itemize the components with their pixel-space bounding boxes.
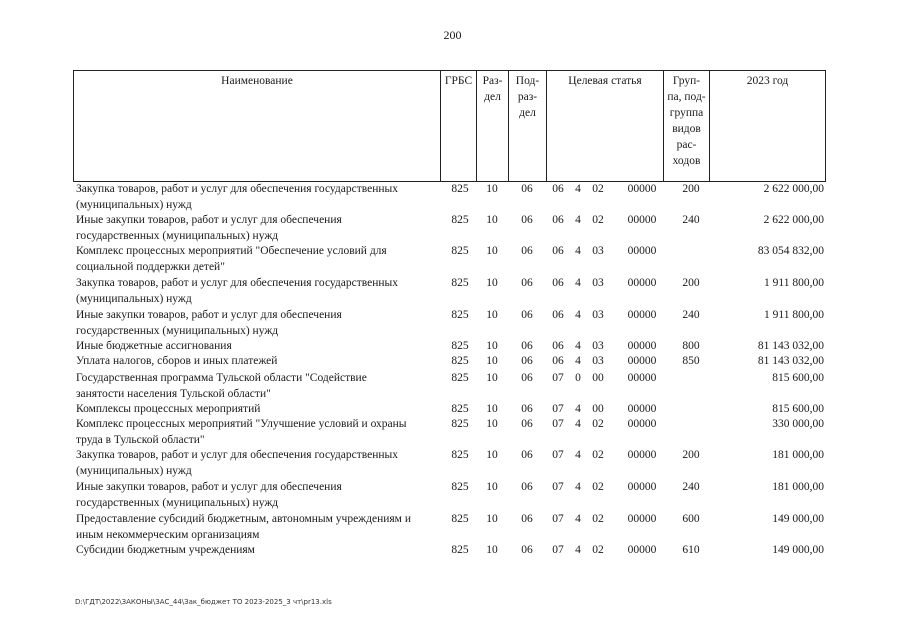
row-razd: 10 [486, 544, 498, 556]
row-name [76, 512, 438, 543]
row-grbs: 825 [451, 544, 469, 556]
row-sum: 815 600,00 [772, 403, 824, 415]
header-year: 2023 год [710, 71, 826, 182]
header-razdel [477, 71, 509, 182]
row-s4: 00000 [627, 418, 657, 430]
row-podr: 06 [521, 403, 533, 415]
header-podrazdel-line: Под- [515, 75, 540, 87]
row-s4: 00000 [627, 214, 657, 226]
row-name [76, 182, 438, 213]
row-razd: 10 [486, 403, 498, 415]
row-s3: 00 [592, 372, 604, 384]
row-s3: 02 [592, 544, 604, 556]
row-s3: 02 [592, 418, 604, 430]
row-sum: 81 143 032,00 [757, 340, 824, 352]
row-podr: 06 [521, 418, 533, 430]
header-group [664, 71, 710, 182]
row-podr: 06 [521, 355, 533, 367]
header-razdel-line: Раз- [482, 75, 503, 87]
row-s3: 02 [592, 513, 604, 525]
row-podr: 06 [521, 245, 533, 257]
header-group-line: Груп- [672, 75, 701, 87]
row-s1: 06 [552, 309, 564, 321]
row-s4: 00000 [627, 277, 657, 289]
row-sum: 181 000,00 [772, 481, 824, 493]
row-grbs: 825 [451, 340, 469, 352]
row-name-line: Комплексы процессных мероприятий [76, 403, 261, 415]
row-podr: 06 [521, 277, 533, 289]
row-name-line: Субсидии бюджетным учреждениям [76, 544, 255, 556]
row-sum: 2 622 000,00 [763, 214, 824, 226]
row-razd: 10 [486, 309, 498, 321]
row-razd: 10 [486, 245, 498, 257]
header-group-line: ходов [672, 155, 701, 167]
row-name [76, 543, 438, 559]
row-name [76, 213, 438, 244]
row-s4: 00000 [627, 309, 657, 321]
file-path-footer: D:\ГДТ\2022\ЗАКОНЫ\ЗАС_44\Зак_бюджет ТО 2023-2025_3 чт\pr13.xls [75, 598, 332, 606]
row-s3: 00 [592, 403, 604, 415]
header-razdel-line: дел [484, 91, 501, 103]
header-group-line: па, под- [667, 91, 706, 103]
row-s2: 4 [575, 544, 581, 556]
row-s4: 00000 [627, 183, 657, 195]
table-header [73, 70, 826, 182]
row-podr: 06 [521, 513, 533, 525]
row-s3: 02 [592, 214, 604, 226]
row-razd: 10 [486, 513, 498, 525]
row-s1: 06 [552, 183, 564, 195]
row-s1: 07 [552, 418, 564, 430]
row-name-line: Иные закупки товаров, работ и услуг для обеспечения [76, 481, 342, 493]
row-grbs: 825 [451, 372, 469, 384]
header-name: Наименование [74, 71, 441, 182]
row-grbs: 825 [451, 449, 469, 461]
row-name-line: Закупка товаров, работ и услуг для обеспечения государственных [76, 277, 399, 289]
row-grbs: 825 [451, 277, 469, 289]
row-sum: 81 143 032,00 [757, 355, 824, 367]
row-s4: 00000 [627, 355, 657, 367]
header-podrazdel [509, 71, 547, 182]
row-name [76, 308, 438, 339]
row-podr: 06 [521, 544, 533, 556]
row-name-line: Иные закупки товаров, работ и услуг для обеспечения [76, 309, 342, 321]
row-s1: 06 [552, 245, 564, 257]
row-s1: 07 [552, 513, 564, 525]
row-razd: 10 [486, 372, 498, 384]
row-sum: 149 000,00 [772, 513, 824, 525]
row-s3: 02 [592, 481, 604, 493]
row-name-line: социальной поддержки детей" [76, 260, 225, 273]
row-name [76, 276, 438, 307]
row-s1: 07 [552, 372, 564, 384]
row-s4: 00000 [627, 513, 657, 525]
row-s2: 4 [575, 340, 581, 352]
row-name-line: занятости населения Тульской области" [76, 387, 271, 400]
row-grbs: 825 [451, 481, 469, 493]
row-s2: 0 [575, 372, 581, 384]
row-s4: 00000 [627, 372, 657, 384]
row-name-line: (муниципальных) нужд [76, 198, 192, 211]
row-razd: 10 [486, 449, 498, 461]
row-name [76, 371, 438, 402]
row-podr: 06 [521, 183, 533, 195]
row-s1: 07 [552, 449, 564, 461]
row-podr: 06 [521, 214, 533, 226]
row-s4: 00000 [627, 449, 657, 461]
row-podr: 06 [521, 449, 533, 461]
row-sum: 815 600,00 [772, 372, 824, 384]
row-s4: 00000 [627, 481, 657, 493]
row-name [76, 244, 438, 275]
row-s4: 00000 [627, 403, 657, 415]
row-s1: 06 [552, 277, 564, 289]
row-grp: 800 [682, 340, 700, 352]
row-name-line: государственных (муниципальных) нужд [76, 496, 279, 509]
header-group-line: видов [672, 123, 701, 135]
row-name [76, 339, 438, 355]
row-razd: 10 [486, 214, 498, 226]
row-grbs: 825 [451, 418, 469, 430]
row-grbs: 825 [451, 309, 469, 321]
row-s4: 00000 [627, 245, 657, 257]
row-s3: 03 [592, 309, 604, 321]
row-name-line: Государственная программа Тульской области "Содействие [76, 372, 367, 384]
row-grbs: 825 [451, 214, 469, 226]
row-grp: 200 [682, 449, 700, 461]
row-podr: 06 [521, 309, 533, 321]
row-name [76, 448, 438, 479]
row-s1: 06 [552, 340, 564, 352]
row-s1: 07 [552, 403, 564, 415]
row-name-line: (муниципальных) нужд [76, 464, 192, 477]
row-s1: 07 [552, 481, 564, 493]
row-razd: 10 [486, 183, 498, 195]
header-target: Целевая статья [547, 71, 664, 182]
row-grbs: 825 [451, 513, 469, 525]
row-sum: 1 911 800,00 [764, 309, 824, 321]
row-name-line: (муниципальных) нужд [76, 292, 192, 305]
row-name-line: Закупка товаров, работ и услуг для обеспечения государственных [76, 183, 399, 195]
row-s2: 4 [575, 403, 581, 415]
row-s1: 06 [552, 214, 564, 226]
row-s2: 4 [575, 418, 581, 430]
row-grp: 600 [682, 513, 700, 525]
row-razd: 10 [486, 277, 498, 289]
row-name [76, 480, 438, 511]
row-razd: 10 [486, 355, 498, 367]
row-name-line: Уплата налогов, сборов и иных платежей [76, 355, 278, 367]
row-s2: 4 [575, 183, 581, 195]
row-s3: 02 [592, 449, 604, 461]
row-grbs: 825 [451, 355, 469, 367]
row-podr: 06 [521, 372, 533, 384]
row-grbs: 825 [451, 183, 469, 195]
row-s3: 03 [592, 355, 604, 367]
row-name-line: государственных (муниципальных) нужд [76, 229, 279, 242]
header-grbs: ГРБС [441, 71, 477, 182]
row-s3: 03 [592, 277, 604, 289]
row-s4: 00000 [627, 340, 657, 352]
row-s2: 4 [575, 245, 581, 257]
row-razd: 10 [486, 340, 498, 352]
row-s2: 4 [575, 355, 581, 367]
row-name-line: Иные закупки товаров, работ и услуг для обеспечения [76, 214, 342, 226]
row-grp: 850 [682, 355, 700, 367]
row-name [76, 354, 438, 370]
row-sum: 1 911 800,00 [764, 277, 824, 289]
row-s4: 00000 [627, 544, 657, 556]
row-podr: 06 [521, 340, 533, 352]
row-grp: 240 [682, 481, 700, 493]
header-group-line: группа [669, 107, 704, 119]
row-grp: 610 [682, 544, 700, 556]
row-s3: 03 [592, 245, 604, 257]
page-number: 200 [443, 28, 462, 42]
row-name-line: Предоставление субсидий бюджетным, автономным учреждениям и [76, 513, 411, 525]
row-sum: 2 622 000,00 [763, 183, 824, 195]
row-grp: 240 [682, 309, 700, 321]
row-razd: 10 [486, 481, 498, 493]
row-s1: 06 [552, 355, 564, 367]
row-name-line: Комплекс процессных мероприятий "Улучшение условий и охраны [76, 418, 407, 430]
row-s2: 4 [575, 481, 581, 493]
row-grp: 240 [682, 214, 700, 226]
row-name-line: Комплекс процессных мероприятий "Обеспечение условий для [76, 245, 387, 257]
row-sum: 149 000,00 [772, 544, 824, 556]
row-sum: 181 000,00 [772, 449, 824, 461]
row-grp: 200 [682, 183, 700, 195]
header-podrazdel-line: дел [519, 107, 536, 119]
row-grbs: 825 [451, 403, 469, 415]
row-name-line: Закупка товаров, работ и услуг для обеспечения государственных [76, 449, 399, 461]
row-s2: 4 [575, 309, 581, 321]
row-s2: 4 [575, 449, 581, 461]
row-name [76, 402, 438, 418]
row-sum: 83 054 832,00 [757, 245, 824, 257]
row-name-line: государственных (муниципальных) нужд [76, 324, 279, 337]
header-podrazdel-line: раз- [517, 91, 538, 103]
row-s1: 07 [552, 544, 564, 556]
row-razd: 10 [486, 418, 498, 430]
row-name-line: иным некоммерческим организациям [76, 528, 260, 541]
row-podr: 06 [521, 481, 533, 493]
row-name [76, 417, 438, 448]
row-name-line: труда в Тульской области" [76, 433, 205, 446]
row-s2: 4 [575, 277, 581, 289]
header-group-line: рас- [676, 139, 697, 151]
row-s2: 4 [575, 513, 581, 525]
row-s3: 02 [592, 183, 604, 195]
row-s3: 03 [592, 340, 604, 352]
row-grp: 200 [682, 277, 700, 289]
row-name-line: Иные бюджетные ассигнования [76, 340, 232, 352]
row-grbs: 825 [451, 245, 469, 257]
row-s2: 4 [575, 214, 581, 226]
row-sum: 330 000,00 [772, 418, 824, 430]
